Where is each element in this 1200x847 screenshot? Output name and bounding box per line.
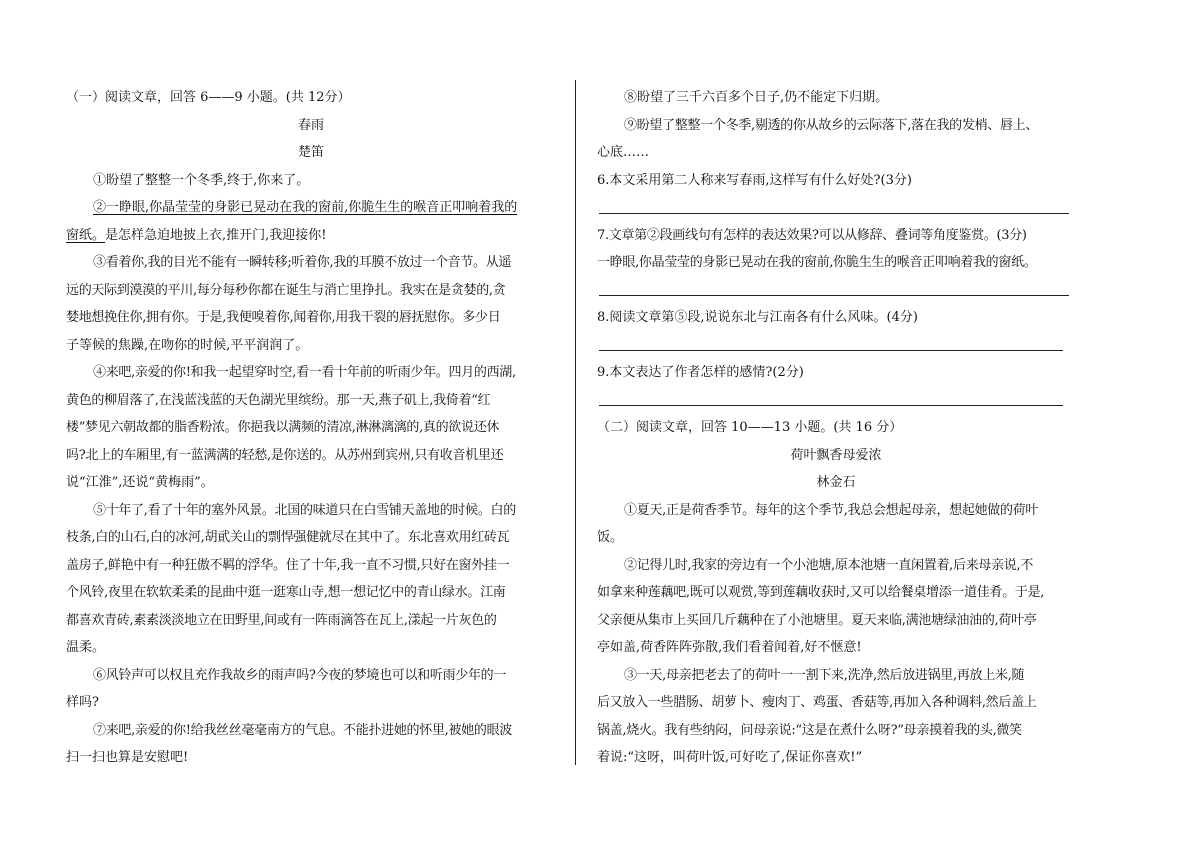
paragraph-2-rest: 是怎样急迫地披上衣,推开门,我迎接你!: [105, 227, 327, 243]
paragraph-7-line: ⑦来吧,亲爱的你!给我丝丝毫毫南方的气息。不能扑进她的怀里,被她的眼波: [93, 722, 512, 738]
s2-paragraph-2-line: 如拿来种莲藕吧,既可以观赏,等到莲藕收获时,又可以给餐桌增添一道佳肴。于是,: [597, 585, 1045, 600]
paragraph-9-line: ⑨盼望了整整一个冬季,剔透的你从故乡的云际落下,落在我的发梢、唇上、: [624, 117, 1039, 133]
paragraph-4-line: 吗?北上的车厢里,有一蓝满满的轻愁,是你送的。从苏州到宾州,只有收音机里还: [66, 447, 504, 463]
paragraph-7-line: 扫一扫也算是安慰吧!: [66, 750, 189, 765]
paragraph-4-line: 楼”梦见六朝故都的脂香粉浓。你挹我以满频的清凉,淋淋漓漓的,真的欲说还休: [66, 420, 500, 435]
article-author: 楚笛: [297, 145, 324, 160]
section-2-heading: （二）阅读文章，回答 10——13 小题。(共 16 分）: [597, 420, 903, 435]
paragraph-3-line: 子等候的焦躁,在吻你的时候,平平润润了。: [66, 337, 309, 353]
underlined-sentence-end: 窗纸。: [66, 227, 106, 243]
s2-paragraph-3-line: 后又放入一些腊肠、胡萝卜、瘦肉丁、鸡蛋、香菇等,再加入各种调料,然后盖上: [597, 695, 1037, 710]
paragraph-6-line: ⑥风铃声可以权且充作我故乡的雨声吗?今夜的梦境也可以和听雨少年的一: [93, 667, 507, 683]
question-8: 8.阅读文章第⑤段,说说东北与江南各有什么风味。(4分): [597, 310, 918, 325]
paragraph-4-line: 说“江淮”,还说“黄梅雨”。: [66, 475, 214, 490]
paragraph-2-line-1: [66, 194, 556, 222]
answer-line-8[interactable]: [597, 332, 1075, 360]
paragraph-3-line: 婪地想挽住你,拥有你。于是,我便嗅着你,闻着你,用我干裂的唇抚慰你。多少日: [66, 310, 501, 325]
question-9: 9.本文表达了作者怎样的感情?(2分): [597, 365, 804, 380]
paragraph-9-line: 心底……: [597, 145, 650, 160]
question-7-quote: 一睁眼,你晶莹莹的身影已晃动在我的窗前,你脆生生的喉音正叩响着我的窗纸。: [597, 255, 1037, 270]
section-heading: （一）阅读文章，回答 6——9 小题。(共 12分）: [66, 90, 351, 105]
right-column: [597, 84, 1075, 772]
column-divider: [575, 80, 576, 765]
paragraph-5-line: ⑤十年了,看了十年的塞外风景。北国的味道只在白雪铺天盖地的时候。白的: [93, 502, 516, 518]
paragraph-3-line: 远的天际到漠漠的平川,每分每秒你都在诞生与消亡里挣扎。我实在是贪婪的,贪: [66, 282, 506, 298]
paragraph-4-line: 黄色的柳眉落了,在浅蓝浅蓝的天色湖光里缤纷。那一天,燕子矶上,我倚着“红: [66, 392, 491, 408]
question-7: 7.文章第②段画线句有怎样的表达效果?可以从修辞、叠词等角度鉴赏。(3分): [597, 227, 1027, 243]
s2-paragraph-2-line: 父亲便从集市上买回几斤藕种在了小池塘里。夏天来临,满池塘绿油油的,荷叶亭: [597, 612, 1037, 628]
left-column: [66, 84, 556, 772]
s2-paragraph-3-line: 着说:“这呀，叫荷叶饭,可好吃了,保证你喜欢!”: [597, 750, 863, 765]
question-6: 6.本文采用第二人称来写春雨,这样写有什么好处?(3分): [597, 172, 912, 188]
paragraph-6-line: 样吗?: [66, 695, 99, 710]
paragraph-5-line: 枝条,白的山石,白的冰河,胡貮关山的剽悍强健就尽在其中了。东北喜欢用红砖瓦: [66, 530, 510, 545]
paragraph-5-line: 个风铃,夜里在软软柔柔的昆曲中逛一逛寒山寺,想一想记忆中的青山绿水。江南: [66, 585, 506, 600]
article-2-author: 林金石: [816, 475, 856, 490]
s2-paragraph-1-line: 饭。: [597, 530, 624, 545]
s2-paragraph-2-line: ②记得儿时,我家的旁边有一个小池塘,原本池塘一直闲置着,后来母亲说,不: [624, 557, 1034, 573]
article-title: 春雨: [297, 117, 324, 133]
answer-line-9[interactable]: [597, 387, 1075, 415]
paragraph-8: ⑧盼望了三千六百多个日子,仍不能定下归期。: [624, 90, 889, 105]
s2-paragraph-3-line: 锅盖,烧火。我有些纳闷，问母亲说:“这是在煮什么呀?”母亲摸着我的头,微笑: [597, 722, 1022, 738]
answer-line-6[interactable]: [597, 194, 1075, 222]
s2-paragraph-2-line: 亭如盖,荷香阵阵弥散,我们看着闻着,好不惬意!: [597, 640, 862, 655]
paragraph-5-line: 盖房子,鲜艳中有一种狂傲不羁的浮华。住了十年,我一直不习惯,只好在窗外挂一: [66, 557, 510, 573]
paragraph-1: ①盼望了整整一个冬季,终于,你来了。: [93, 172, 310, 188]
paragraph-4-line: ④来吧,亲爱的你!和我一起望穿时空,看一看十年前的听雨少年。四月的西湖,: [93, 365, 516, 380]
underlined-sentence: ②一睁眼,你晶莹莹的身影已晃动在我的窗前,你脆生生的喉音正叩响着我的: [93, 200, 518, 215]
article-2-title: 荷叶飘香母爱浓: [790, 447, 882, 463]
paragraph-2-line-2: [66, 222, 556, 250]
answer-line-7[interactable]: [597, 277, 1075, 305]
paragraph-3-line: ③看着你,我的目光不能有一瞬转移;听着你,我的耳膜不放过一个音节。从遥: [93, 255, 512, 270]
s2-paragraph-3-line: ③一天,母亲把老去了的荷叶一一割下来,洗净,然后放进锅里,再放上米,随: [624, 667, 1025, 683]
s2-paragraph-1-line: ①夏天,正是荷香季节。每年的这个季节,我总会想起母亲，想起她做的荷叶: [624, 502, 1039, 518]
paragraph-5-line: 温柔。: [66, 640, 106, 655]
paragraph-5-line: 都喜欢青砖,素素淡淡地立在田野里,间或有一阵雨滴答在瓦上,漾起一片灰色的: [66, 612, 497, 628]
